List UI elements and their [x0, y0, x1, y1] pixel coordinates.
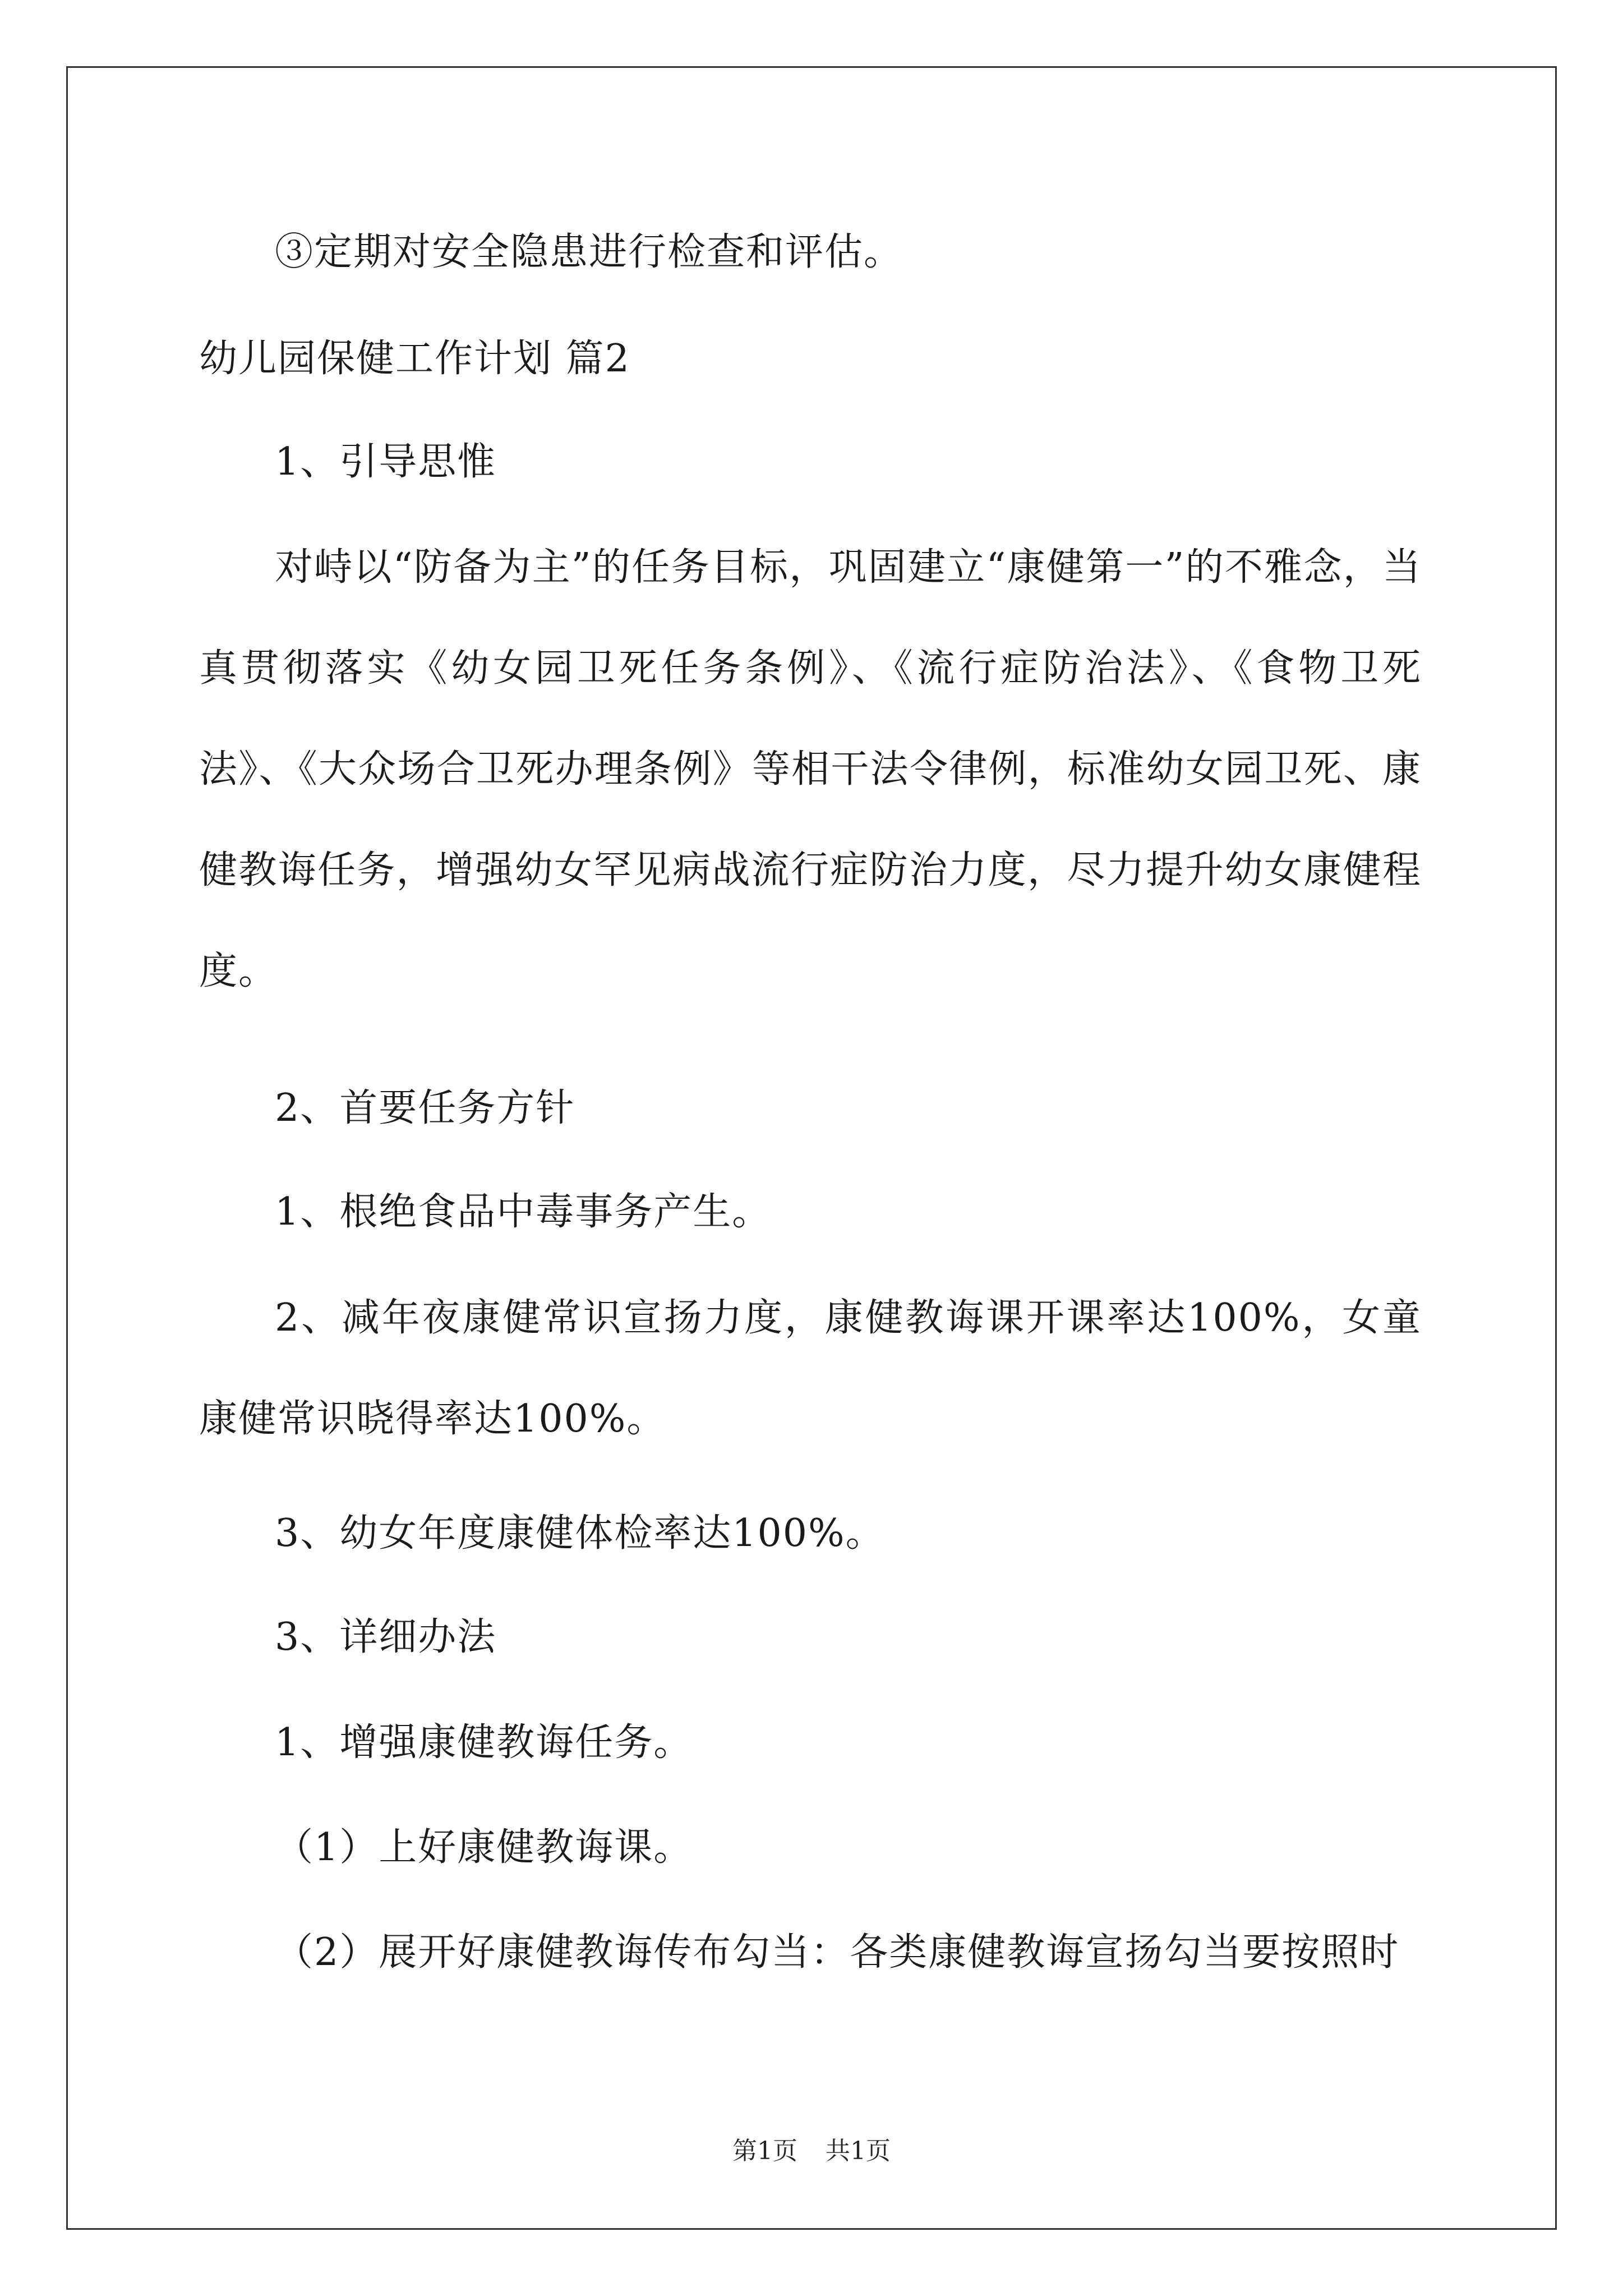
page-footer — [0, 2131, 1623, 2166]
paragraph: 2、减年夜康健常识宣扬力度，康健教诲课开课率达100%，女童康健常识晓得率达100%。 — [199, 1296, 1422, 1441]
page-number: 第1页 — [732, 2137, 797, 2165]
page-total: 共1页 — [826, 2137, 891, 2165]
list-item: 3、幼女年度康健体检率达100%。 — [275, 1511, 885, 1556]
section-heading: 3、详细办法 — [275, 1615, 497, 1659]
section-heading: 1、引导思惟 — [275, 440, 497, 484]
list-item: 1、根绝食品中毒事务产生。 — [275, 1190, 772, 1234]
list-item: 1、增强康健教诲任务。 — [275, 1720, 693, 1765]
section-heading: 幼儿园保健工作计划 篇2 — [199, 337, 630, 381]
list-item: ③定期对安全隐患进行检查和评估。 — [275, 230, 903, 274]
list-item: （1）上好康健教诲课。 — [275, 1825, 693, 1870]
section-heading: 2、首要任务方针 — [275, 1086, 575, 1130]
paragraph: 对峙以“防备为主”的任务目标，巩固建立“康健第一”的不雅念，当真贯彻落实《幼女园卫死任务条例》、《流行症防治法》、《食物卫死法》、《大众场合卫死办理条例》等相干法令律例，标准幼女园卫死、康健教诲任务，增强幼女罕见病战流行症防治力度，尽力提升幼女康健程度。 — [199, 545, 1422, 993]
list-item: （2）展开好康健教诲传布勾当：各类康健教诲宣扬勾当要按照时 — [275, 1930, 1400, 1975]
